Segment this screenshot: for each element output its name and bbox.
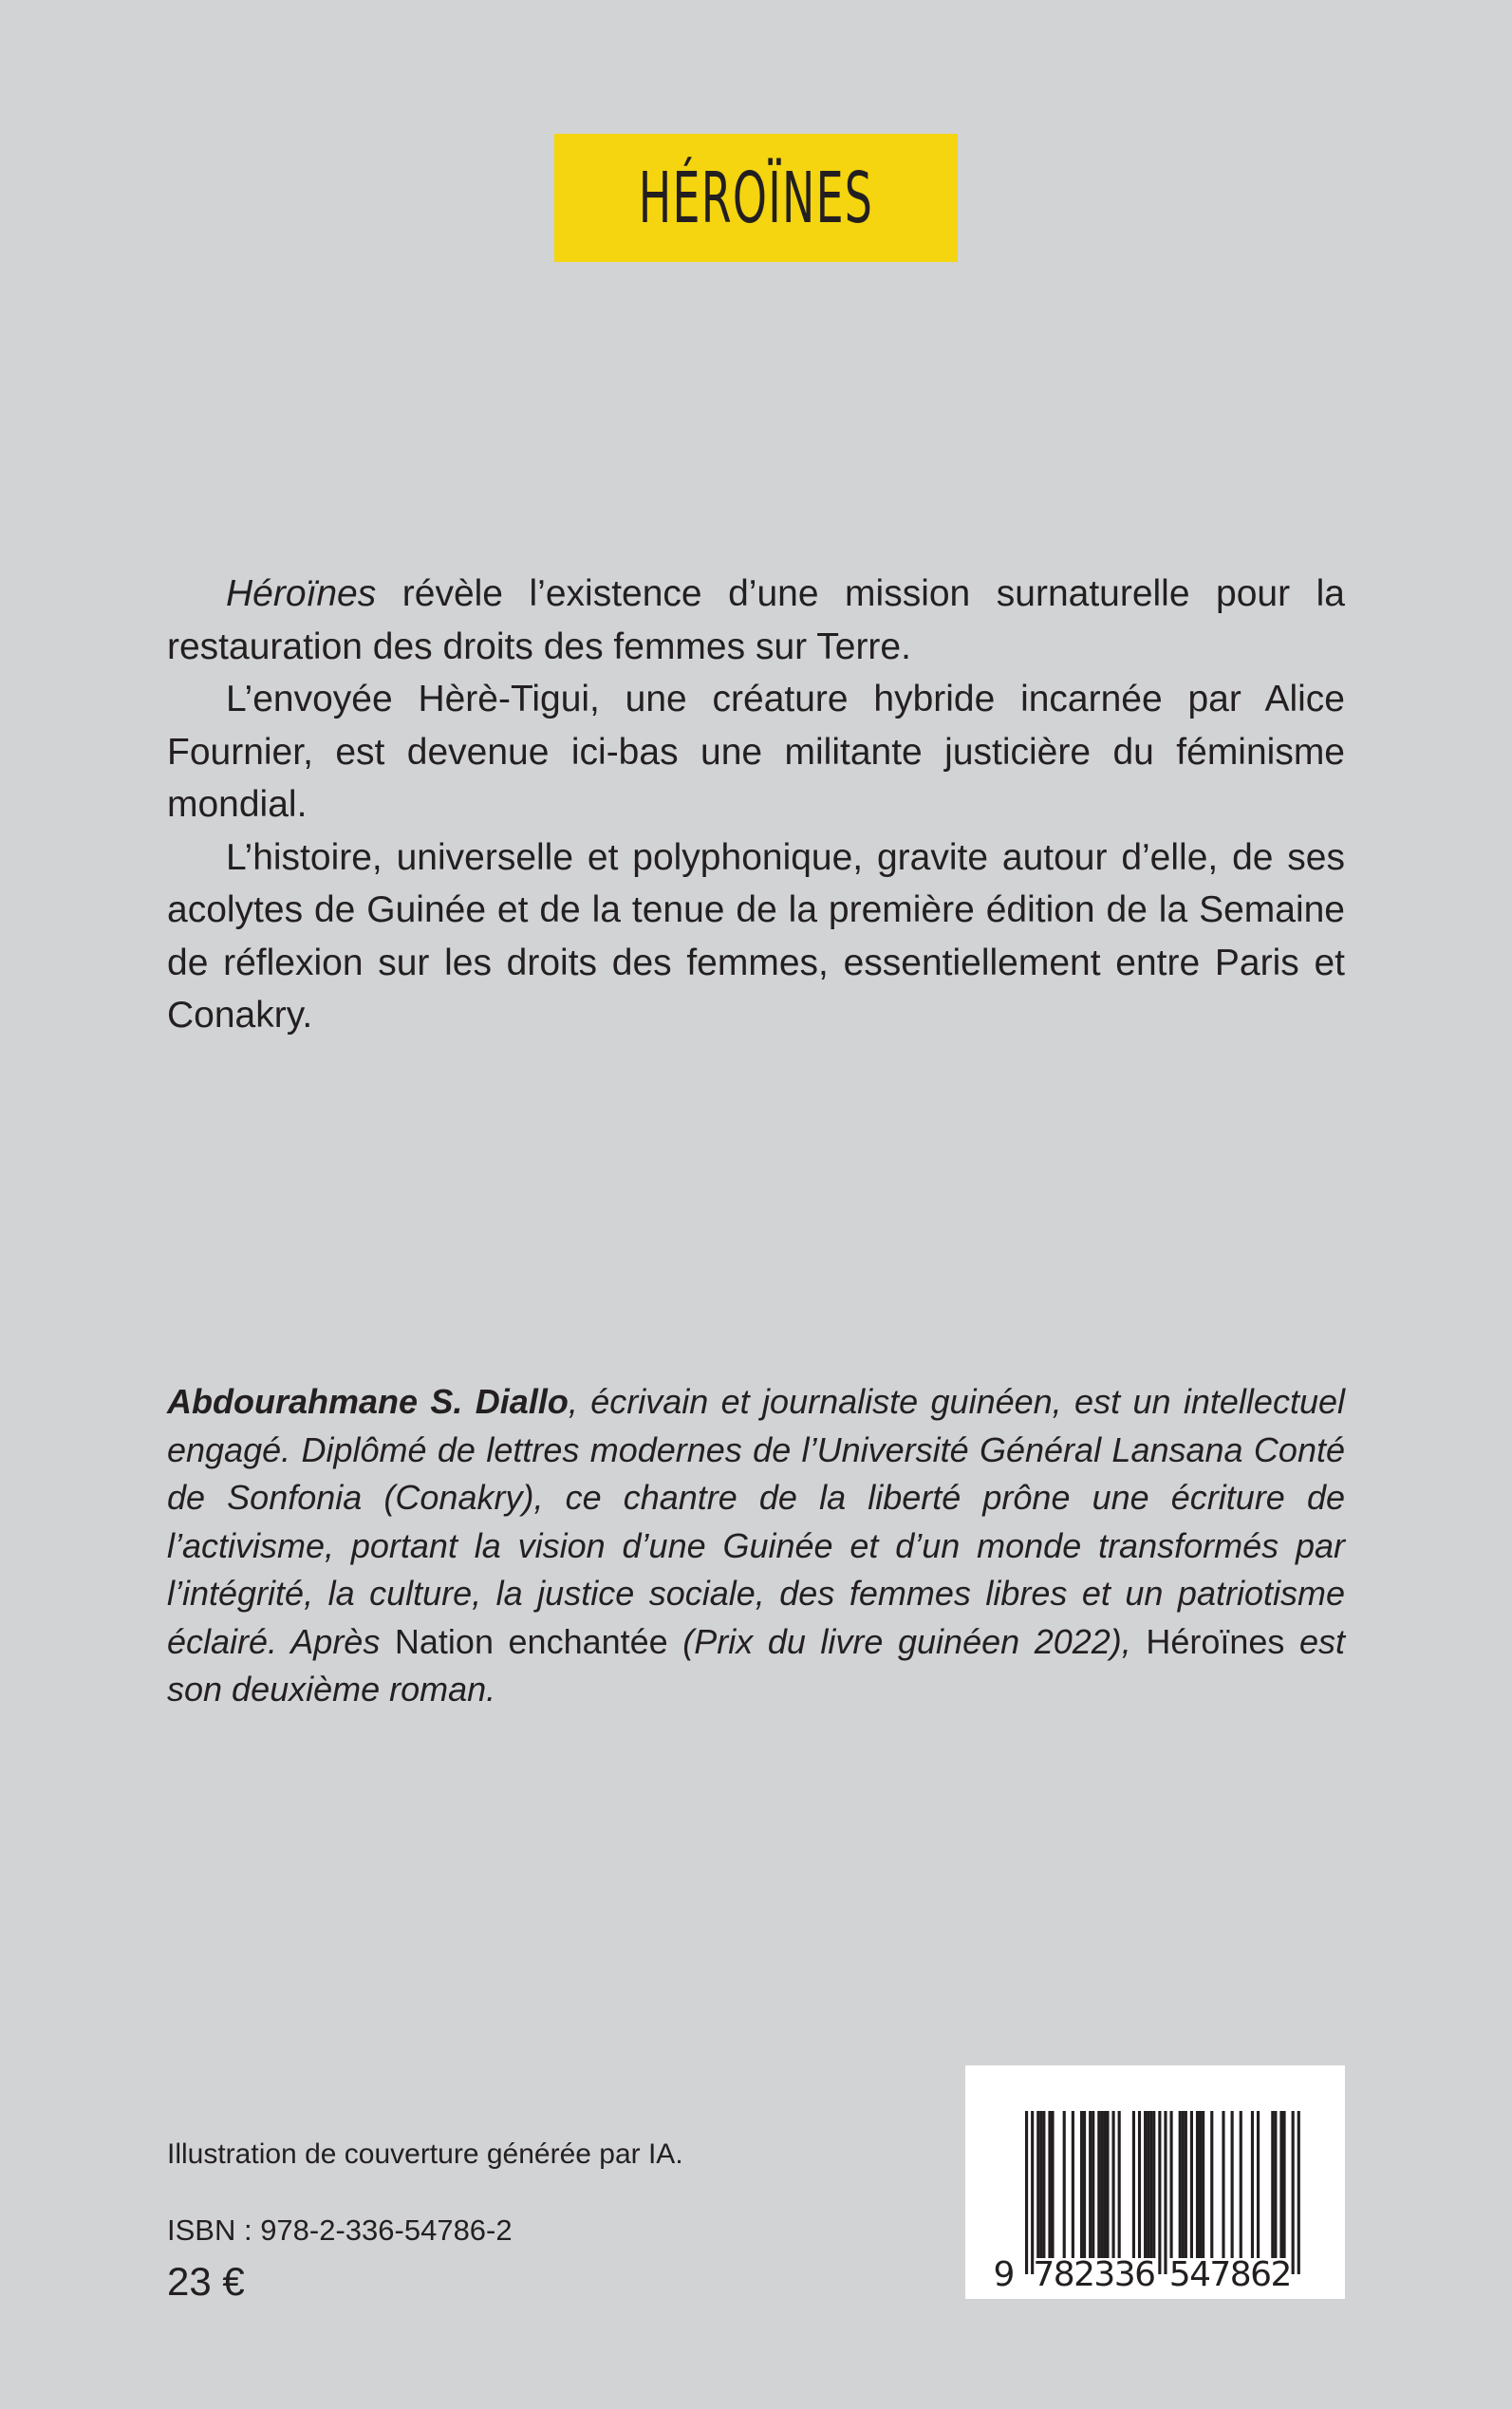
barcode-digit: 8 (1229, 2255, 1252, 2294)
barcode-bar (1292, 2111, 1295, 2274)
bio-text: , écrivain et journaliste guinéen, est un intellectuel engagé. Diplômé de lettres modernes de l’Université Général Lansana Conté de Sonfonia (Conakry), ce chantre de la liberté prône une écriture de l’activisme, portant la vision d’une Guinée et d’un monde transformés par l’intégrité, la culture, la justice sociale, des femmes libres et un patriotisme éclairé. Après (167, 1382, 1345, 1661)
barcode-bar (1190, 2111, 1193, 2258)
bio-text: (Prix du livre guinéen 2022), (667, 1621, 1147, 1661)
barcode-bar (1251, 2111, 1254, 2258)
barcode-bar (1039, 2111, 1042, 2258)
isbn: ISBN : 978-2-336-54786-2 (167, 2213, 513, 2247)
blurb-paragraph-3: L’histoire, universelle et polyphonique, gravite autour d’elle, de ses acolytes de Guinée et de la tenue de la première édition de la Semaine de réflexion sur les droits des femmes, essentiellement entre Paris et Conakry. (167, 836, 1345, 1036)
barcode-digit: 5 (1168, 2255, 1191, 2294)
barcode-bar (1271, 2111, 1274, 2258)
barcode-bar (1202, 2111, 1204, 2258)
title-banner (554, 134, 958, 262)
barcode-digit: 7 (1033, 2255, 1055, 2294)
barcode-bar (1132, 2111, 1135, 2258)
barcode-bar (1100, 2111, 1103, 2258)
barcode-bar (1103, 2111, 1106, 2258)
barcode-digit: 3 (1093, 2255, 1116, 2294)
barcode-bar (1196, 2111, 1199, 2258)
barcode-bar (1036, 2111, 1039, 2258)
bio-book-title: Héroïnes (1146, 1621, 1285, 1661)
book-title: HÉROÏNES (638, 157, 874, 239)
barcode-digit: 9 (993, 2255, 1016, 2294)
barcode-digit: 4 (1189, 2255, 1211, 2294)
barcode-digit: 8 (1053, 2255, 1075, 2294)
barcode-bar (1170, 2111, 1173, 2258)
barcode-digit: 6 (1250, 2255, 1273, 2294)
bio-book-title: Nation enchantée (394, 1621, 668, 1661)
blurb-paragraph-1 (167, 568, 1345, 673)
barcode-bar (1048, 2111, 1051, 2258)
price: 23 € (167, 2259, 245, 2304)
barcode-bar (1182, 2111, 1185, 2258)
barcode-bar (1210, 2111, 1213, 2258)
barcode-digit: 2 (1073, 2255, 1095, 2294)
barcode-bar (1118, 2111, 1121, 2258)
barcode-bar (1231, 2111, 1234, 2258)
barcode-bar (1097, 2111, 1100, 2258)
illustration-credit: Illustration de couverture générée par IA. (167, 2138, 683, 2170)
barcode-bar (1297, 2111, 1300, 2274)
barcode-bar (1274, 2111, 1277, 2258)
barcode-digit: 3 (1113, 2255, 1136, 2294)
barcode-bar (1063, 2111, 1066, 2258)
author-name: Abdourahmane S. Diallo (167, 1382, 569, 1421)
barcode-digit: 2 (1270, 2255, 1293, 2294)
barcode-bar (1083, 2111, 1086, 2258)
barcode-bar (1185, 2111, 1187, 2258)
barcode-bar (1152, 2111, 1155, 2258)
barcode-bar (1199, 2111, 1202, 2258)
barcode-bar (1147, 2111, 1149, 2258)
barcode (965, 2065, 1345, 2299)
barcode-bar (1106, 2111, 1109, 2258)
barcode-bar (1257, 2111, 1260, 2258)
barcode-bar (1080, 2111, 1083, 2258)
barcode-digit: 7 (1209, 2255, 1232, 2294)
barcode-bar (1025, 2111, 1028, 2274)
barcode-bar (1222, 2111, 1224, 2258)
barcode-bar (1138, 2111, 1141, 2258)
barcode-digit: 6 (1134, 2255, 1157, 2294)
barcode-bar (1158, 2111, 1161, 2274)
back-cover-blurb (167, 568, 1345, 1042)
barcode-bar (1179, 2111, 1182, 2258)
bio-text: est son deuxième roman. (167, 1621, 1346, 1709)
barcode-bar (1089, 2111, 1092, 2258)
blurb-text: révèle l’existence d’une mission surnaturelle pour la restauration des droits des femmes sur Terre. (167, 573, 1345, 667)
barcode-bar (1240, 2111, 1242, 2258)
barcode-bar (1164, 2111, 1167, 2274)
author-bio (167, 1378, 1345, 1714)
barcode-bar (1031, 2111, 1034, 2274)
barcode-bar (1112, 2111, 1115, 2258)
blurb-paragraph-2: L’envoyée Hèrè-Tigui, une créature hybride incarnée par Alice Fournier, est devenue ici-bas une militante justicière du féminisme mondial. (167, 679, 1345, 825)
barcode-bar (1092, 2111, 1094, 2258)
barcode-bar (1282, 2111, 1285, 2258)
barcode-graphic (965, 2065, 1345, 2299)
barcode-bar (1149, 2111, 1152, 2258)
barcode-bar (1144, 2111, 1147, 2258)
barcode-bar (1072, 2111, 1074, 2258)
barcode-bar (1042, 2111, 1045, 2258)
blurb-title-italic: Héroïnes (226, 573, 377, 614)
barcode-bar (1051, 2111, 1054, 2258)
barcode-bar (1279, 2111, 1282, 2258)
